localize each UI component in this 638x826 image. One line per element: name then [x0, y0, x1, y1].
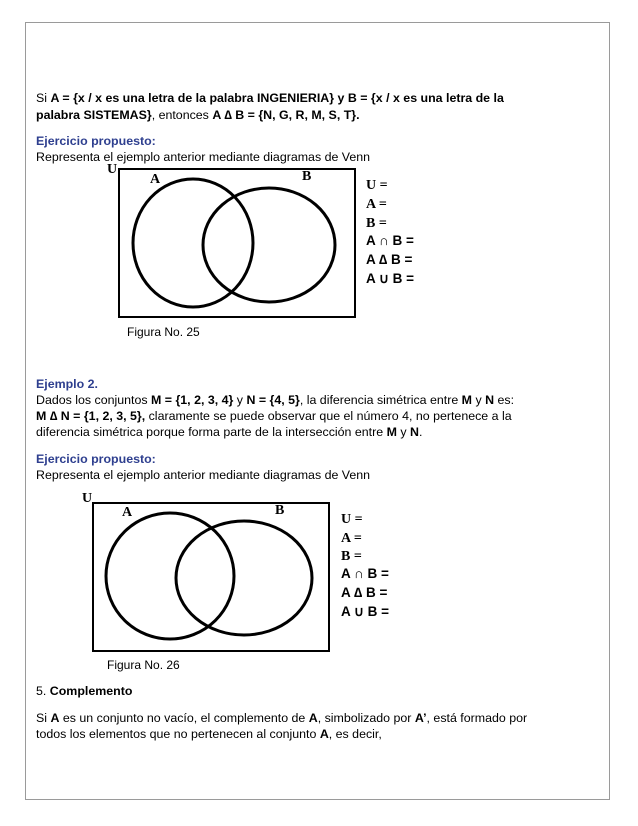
intro-then: , entonces — [151, 108, 213, 122]
set-n: N = {4, 5} — [246, 393, 300, 407]
eq-u: U = — [341, 512, 363, 527]
set-b-definition: B = {x / x es una letra de la — [347, 91, 504, 105]
section-5-heading — [36, 683, 132, 699]
exercise-heading-2: Ejercicio propuesto: — [36, 452, 156, 466]
section-5-line-1: Si A es un conjunto no vacío, el complemento de A, simbolizado por A’, está formado por — [36, 711, 528, 725]
eq-a: A = — [341, 531, 362, 546]
eq-u: U = — [366, 178, 388, 193]
eq-a: A = — [366, 197, 387, 212]
set-b-label: B — [302, 169, 312, 184]
figure-caption-25: Figura No. 25 — [127, 325, 200, 339]
section-number: 5. — [36, 684, 50, 698]
figure-caption-26: Figura No. 26 — [107, 658, 180, 672]
intro-text: Si — [36, 91, 51, 105]
eq-symmetric-difference: A ∆ B = — [341, 585, 388, 600]
eq-b: B = — [341, 549, 362, 564]
set-m: M = {1, 2, 3, 4} — [151, 393, 234, 407]
universe-label: U — [107, 162, 118, 177]
set-a-definition: A = {x / x es una letra de la palabra INGENIERIA} — [50, 91, 335, 105]
example-2-line-2: M ∆ N = {1, 2, 3, 5}, claramente se puede observar que el número 4, no pertenece a la — [36, 409, 512, 423]
period: . — [356, 108, 360, 122]
eq-intersection: A ∩ B = — [341, 566, 389, 581]
circle-b — [176, 521, 312, 635]
eq-union: A ∪ B = — [341, 604, 390, 619]
example-2-line-3: diferencia simétrica porque forma parte de la intersección entre M y N. — [36, 425, 423, 439]
eq-intersection: A ∩ B = — [366, 233, 414, 248]
symmetric-difference-result: A ∆ B = {N, G, R, M, S, T} — [212, 108, 357, 122]
set-a-label: A — [122, 505, 133, 520]
eq-b: B = — [366, 216, 387, 231]
eq-symmetric-difference: A ∆ B = — [366, 252, 413, 267]
conjunction: y — [334, 91, 348, 105]
section-5-line-2: todos los elementos que no pertenecen al conjunto A, es decir, — [36, 727, 382, 741]
exercise-heading-1: Ejercicio propuesto: — [36, 134, 156, 148]
example-2-heading: Ejemplo 2. — [36, 377, 98, 391]
exercise-text-2: Representa el ejemplo anterior mediante diagramas de Venn — [36, 468, 371, 482]
eq-union: A ∪ B = — [366, 271, 415, 286]
set-b-label: B — [275, 503, 285, 518]
section-title: Complemento — [49, 684, 133, 698]
set-b-definition-cont: palabra SISTEMAS} — [36, 108, 152, 122]
exercise-text-1: Representa el ejemplo anterior mediante diagramas de Venn — [36, 150, 371, 164]
symmetric-difference-mn: M ∆ N = {1, 2, 3, 5}, — [36, 409, 146, 423]
universe-label: U — [82, 491, 93, 506]
circle-a — [106, 513, 234, 639]
set-a-label: A — [150, 172, 161, 187]
example-2-line-1: Dados los conjuntos M = {1, 2, 3, 4} y N = {4, 5}, la diferencia simétrica entre M y N es: — [36, 393, 515, 407]
